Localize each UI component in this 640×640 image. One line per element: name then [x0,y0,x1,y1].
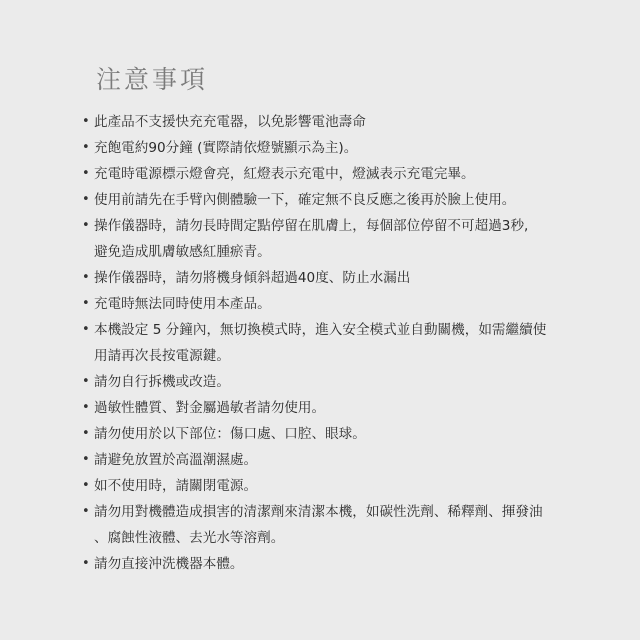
bullet-icon: • [82,218,90,233]
bullet-icon: • [82,140,90,155]
bullet-icon: • [82,166,90,181]
note-text: 請避免放置於高溫潮濕處。 [94,452,258,468]
note-text: 此產品不支援快充充電器，以免影響電池壽命 [94,114,366,130]
bullet-icon: • [82,478,90,493]
bullet-icon: • [82,296,90,311]
bullet-icon: • [82,114,90,129]
bullet-icon: • [82,322,90,337]
note-text: 充電時電源標示燈會亮，紅燈表示充電中，燈滅表示充電完畢。 [94,166,475,182]
note-text: 、腐蝕性液體、去光水等溶劑。 [94,530,285,546]
list-item [82,421,582,447]
note-text: 請勿使用於以下部位：傷口處、口腔、眼球。 [94,426,366,442]
note-text: 過敏性體質、對金屬過敏者請勿使用。 [94,400,326,416]
list-item [82,551,582,577]
note-text: 操作儀器時，請勿長時間定點停留在肌膚上，每個部位停留不可超過3秒, [94,218,529,234]
list-item [82,213,582,265]
list-item [82,161,582,187]
note-text: 請勿自行拆機或改造。 [94,374,230,390]
list-item [82,265,582,291]
list-item [82,291,582,317]
note-text: 請勿直接沖洗機器本體。 [94,556,244,572]
list-item [82,395,582,421]
note-text: 請勿用對機體造成損害的清潔劑來清潔本機，如碳性洗劑、稀釋劑、揮發油 [94,504,543,520]
bullet-icon: • [82,452,90,467]
note-text: 本機設定 5 分鐘內，無切換模式時，進入安全模式並自動關機，如需繼續使 [94,322,547,338]
note-text: 充電時無法同時使用本產品。 [94,296,271,312]
list-item [82,135,582,161]
list-item [82,447,582,473]
bullet-icon: • [82,504,90,519]
bullet-icon: • [82,400,90,415]
list-item [82,317,582,369]
note-text: 操作儀器時，請勿將機身傾斜超過40度、防止水漏出 [94,270,411,286]
note-text: 用請再次長按電源鍵。 [94,348,230,364]
note-text: 如不使用時，請關閉電源。 [94,478,258,494]
bullet-icon: • [82,192,90,207]
list-item [82,187,582,213]
note-text: 使用前請先在手臂內側體驗一下，確定無不良反應之後再於臉上使用。 [94,192,516,208]
list-item [82,473,582,499]
bullet-icon: • [82,270,90,285]
note-text: 避免造成肌膚敏感紅腫瘀青。 [94,244,271,260]
bullet-icon: • [82,374,90,389]
list-item [82,369,582,395]
bullet-icon: • [82,556,90,571]
page-title: 注意事項 [96,65,209,94]
list-item [82,499,582,551]
notes-list [82,109,582,577]
bullet-icon: • [82,426,90,441]
list-item [82,109,582,135]
note-text: 充飽電約90分鐘 (實際請依燈號顯示為主)。 [94,140,358,156]
